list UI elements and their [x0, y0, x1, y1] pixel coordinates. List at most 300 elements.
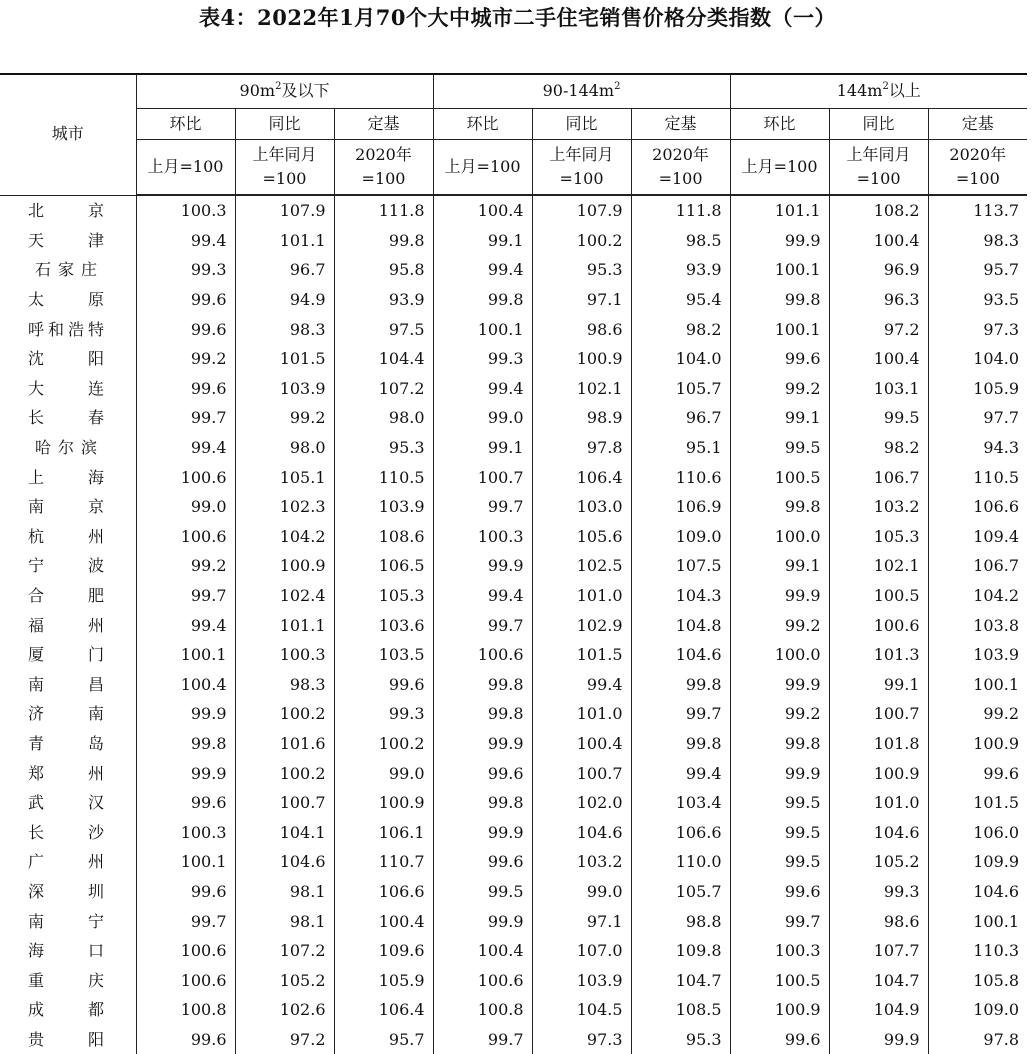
value-cell: 105.7	[631, 877, 730, 907]
value-cell: 100.1	[433, 314, 532, 344]
base-line: 2020年	[652, 145, 709, 164]
value-cell: 100.9	[235, 551, 334, 581]
value-cell: 108.6	[334, 522, 433, 552]
base-cell	[730, 140, 829, 196]
city-name: 沈 阳	[28, 349, 104, 369]
value-cell: 95.1	[631, 433, 730, 463]
value-cell: 98.8	[631, 906, 730, 936]
city-name: 合 肥	[28, 586, 104, 606]
value-cell: 95.4	[631, 285, 730, 315]
value-cell: 97.8	[532, 433, 631, 463]
value-cell: 101.8	[829, 729, 928, 759]
table-row	[0, 699, 1027, 729]
value-cell: 94.3	[928, 433, 1027, 463]
value-cell: 105.6	[532, 522, 631, 552]
value-cell: 100.3	[433, 522, 532, 552]
value-cell: 100.3	[730, 936, 829, 966]
value-cell: 100.8	[433, 995, 532, 1025]
value-cell: 99.9	[730, 226, 829, 256]
value-cell: 109.9	[928, 847, 1027, 877]
table-row	[0, 788, 1027, 818]
value-cell: 100.9	[928, 729, 1027, 759]
city-name: 重 庆	[28, 970, 104, 990]
value-cell: 110.7	[334, 847, 433, 877]
value-cell: 100.3	[136, 817, 235, 847]
value-cell: 98.3	[235, 314, 334, 344]
value-cell: 99.6	[730, 877, 829, 907]
value-cell: 100.7	[532, 758, 631, 788]
value-cell: 103.9	[235, 374, 334, 404]
value-cell: 102.1	[829, 551, 928, 581]
value-cell: 100.4	[334, 906, 433, 936]
value-cell: 101.6	[235, 729, 334, 759]
value-cell: 99.6	[433, 758, 532, 788]
value-cell: 97.8	[928, 1025, 1027, 1054]
table-title: 表4：2022年1月70个大中城市二手住宅销售价格分类指数（一）	[199, 5, 836, 30]
value-cell: 99.2	[730, 374, 829, 404]
value-cell: 100.6	[829, 610, 928, 640]
value-cell: 99.9	[730, 581, 829, 611]
value-cell: 110.3	[928, 936, 1027, 966]
value-cell: 99.6	[136, 788, 235, 818]
table-row	[0, 195, 1027, 226]
value-cell: 99.8	[631, 670, 730, 700]
value-cell: 99.1	[829, 670, 928, 700]
value-cell: 97.7	[928, 403, 1027, 433]
value-cell: 99.8	[433, 285, 532, 315]
city-cell	[0, 433, 136, 463]
value-cell: 99.6	[136, 314, 235, 344]
subheader-cell: 环比	[136, 109, 235, 140]
city-cell	[0, 995, 136, 1025]
subheader-cell: 定基	[631, 109, 730, 140]
table-row	[0, 522, 1027, 552]
value-cell: 99.6	[433, 847, 532, 877]
value-cell: 107.5	[631, 551, 730, 581]
value-cell: 100.6	[136, 965, 235, 995]
value-cell: 98.3	[928, 226, 1027, 256]
city-cell	[0, 195, 136, 226]
value-cell: 98.9	[532, 403, 631, 433]
value-cell: 99.3	[829, 877, 928, 907]
table-row	[0, 906, 1027, 936]
value-cell: 99.7	[433, 610, 532, 640]
value-cell: 100.4	[829, 226, 928, 256]
value-cell: 104.6	[532, 817, 631, 847]
value-cell: 95.3	[334, 433, 433, 463]
value-cell: 99.8	[730, 729, 829, 759]
value-cell: 97.1	[532, 285, 631, 315]
value-cell: 99.4	[136, 610, 235, 640]
value-cell: 104.6	[235, 847, 334, 877]
city-name: 成 都	[28, 1000, 104, 1020]
value-cell: 97.1	[532, 906, 631, 936]
value-cell: 107.2	[334, 374, 433, 404]
value-cell: 101.5	[235, 344, 334, 374]
city-cell	[0, 758, 136, 788]
value-cell: 104.8	[631, 610, 730, 640]
base-cell	[928, 140, 1027, 196]
table-row	[0, 936, 1027, 966]
value-cell: 99.0	[433, 403, 532, 433]
value-cell: 99.9	[433, 817, 532, 847]
value-cell: 98.3	[235, 670, 334, 700]
value-cell: 99.6	[136, 374, 235, 404]
value-cell: 107.9	[235, 195, 334, 226]
value-cell: 111.8	[631, 195, 730, 226]
value-cell: 103.4	[631, 788, 730, 818]
value-cell: 99.9	[433, 551, 532, 581]
value-cell: 104.2	[928, 581, 1027, 611]
city-name: 福 州	[28, 615, 104, 635]
value-cell: 99.2	[136, 551, 235, 581]
table-row	[0, 610, 1027, 640]
value-cell: 99.1	[730, 551, 829, 581]
value-cell: 99.7	[433, 492, 532, 522]
table-row	[0, 374, 1027, 404]
city-name: 南 京	[28, 497, 104, 517]
value-cell: 105.2	[235, 965, 334, 995]
value-cell: 99.6	[334, 670, 433, 700]
value-cell: 97.3	[532, 1025, 631, 1054]
value-cell: 104.7	[631, 965, 730, 995]
value-cell: 101.0	[829, 788, 928, 818]
value-cell: 100.1	[136, 847, 235, 877]
table-row	[0, 877, 1027, 907]
value-cell: 99.3	[433, 344, 532, 374]
value-cell: 100.2	[235, 699, 334, 729]
base-line: 上年同月	[846, 145, 911, 164]
value-cell: 100.1	[928, 670, 1027, 700]
city-name: 石 家 庄	[35, 260, 97, 280]
value-cell: 100.1	[730, 314, 829, 344]
value-cell: 99.4	[136, 433, 235, 463]
city-name: 大 连	[28, 378, 104, 398]
city-cell	[0, 522, 136, 552]
value-cell: 97.3	[928, 314, 1027, 344]
city-name: 天 津	[28, 230, 104, 250]
table-row	[0, 403, 1027, 433]
value-cell: 100.9	[730, 995, 829, 1025]
city-cell	[0, 492, 136, 522]
city-name: 青 岛	[28, 733, 104, 753]
city-cell	[0, 462, 136, 492]
value-cell: 109.0	[928, 995, 1027, 1025]
value-cell: 101.1	[235, 610, 334, 640]
value-cell: 104.3	[631, 581, 730, 611]
base-line: 上月=100	[147, 157, 224, 176]
table-row	[0, 314, 1027, 344]
table-row	[0, 817, 1027, 847]
base-line: =100	[559, 169, 604, 188]
base-line: =100	[361, 169, 406, 188]
city-cell	[0, 936, 136, 966]
city-name: 济 南	[28, 704, 104, 724]
value-cell: 100.6	[433, 640, 532, 670]
base-line: 2020年	[949, 145, 1007, 164]
value-cell: 99.5	[730, 433, 829, 463]
subheader-cell: 同比	[532, 109, 631, 140]
value-cell: 100.7	[433, 462, 532, 492]
value-cell: 97.5	[334, 314, 433, 344]
table-row	[0, 492, 1027, 522]
value-cell: 105.9	[928, 374, 1027, 404]
value-cell: 96.7	[631, 403, 730, 433]
value-cell: 98.6	[532, 314, 631, 344]
table-row	[0, 285, 1027, 315]
base-line: =100	[262, 169, 307, 188]
value-cell: 101.1	[235, 226, 334, 256]
city-name: 宁 波	[28, 556, 104, 576]
value-cell: 103.1	[829, 374, 928, 404]
value-cell: 99.7	[730, 906, 829, 936]
value-cell: 99.4	[433, 581, 532, 611]
value-cell: 96.9	[829, 255, 928, 285]
table-row	[0, 255, 1027, 285]
value-cell: 98.6	[829, 906, 928, 936]
value-cell: 100.2	[334, 729, 433, 759]
value-cell: 99.0	[334, 758, 433, 788]
base-line: 上月=100	[741, 157, 818, 176]
value-cell: 105.3	[334, 581, 433, 611]
value-cell: 99.8	[433, 670, 532, 700]
value-cell: 99.2	[730, 610, 829, 640]
value-cell: 99.3	[136, 255, 235, 285]
city-name: 郑 州	[28, 763, 104, 783]
value-cell: 99.4	[631, 758, 730, 788]
value-cell: 104.0	[928, 344, 1027, 374]
value-cell: 100.2	[235, 758, 334, 788]
value-cell: 104.4	[334, 344, 433, 374]
value-cell: 99.7	[136, 403, 235, 433]
value-cell: 99.4	[136, 226, 235, 256]
value-cell: 113.7	[928, 195, 1027, 226]
value-cell: 98.1	[235, 877, 334, 907]
value-cell: 102.0	[532, 788, 631, 818]
base-cell	[829, 140, 928, 196]
value-cell: 99.6	[136, 877, 235, 907]
table-row	[0, 995, 1027, 1025]
value-cell: 106.9	[631, 492, 730, 522]
value-cell: 99.9	[829, 1025, 928, 1054]
value-cell: 103.9	[532, 965, 631, 995]
price-index-table	[0, 74, 1027, 1054]
value-cell: 99.9	[730, 758, 829, 788]
value-cell: 99.2	[136, 344, 235, 374]
value-cell: 99.5	[433, 877, 532, 907]
value-cell: 99.8	[631, 729, 730, 759]
city-name: 太 原	[28, 290, 104, 310]
value-cell: 110.0	[631, 847, 730, 877]
value-cell: 99.8	[433, 788, 532, 818]
value-cell: 103.9	[928, 640, 1027, 670]
value-cell: 100.9	[532, 344, 631, 374]
base-line: 上年同月	[549, 145, 614, 164]
value-cell: 100.4	[532, 729, 631, 759]
city-name: 海 口	[28, 941, 104, 961]
value-cell: 106.4	[334, 995, 433, 1025]
table-row	[0, 581, 1027, 611]
value-cell: 104.5	[532, 995, 631, 1025]
value-cell: 99.5	[730, 817, 829, 847]
city-name: 杭 州	[28, 526, 104, 546]
value-cell: 99.6	[136, 1025, 235, 1054]
subheader-row	[0, 109, 1027, 140]
value-cell: 99.9	[433, 729, 532, 759]
value-cell: 102.5	[532, 551, 631, 581]
value-cell: 105.1	[235, 462, 334, 492]
city-name: 厦 门	[28, 645, 104, 665]
value-cell: 97.2	[829, 314, 928, 344]
value-cell: 99.5	[829, 403, 928, 433]
value-cell: 102.6	[235, 995, 334, 1025]
value-cell: 99.5	[730, 788, 829, 818]
subheader-cell: 环比	[730, 109, 829, 140]
value-cell: 106.6	[928, 492, 1027, 522]
subheader-cell: 定基	[928, 109, 1027, 140]
value-cell: 101.0	[532, 581, 631, 611]
city-cell	[0, 314, 136, 344]
value-cell: 100.1	[928, 906, 1027, 936]
value-cell: 99.7	[433, 1025, 532, 1054]
base-line: =100	[955, 169, 1000, 188]
value-cell: 101.0	[532, 699, 631, 729]
value-cell: 100.4	[433, 936, 532, 966]
value-cell: 104.0	[631, 344, 730, 374]
value-cell: 100.4	[433, 195, 532, 226]
table-row	[0, 965, 1027, 995]
table-row	[0, 847, 1027, 877]
value-cell: 93.9	[334, 285, 433, 315]
value-cell: 104.6	[631, 640, 730, 670]
base-cell	[631, 140, 730, 196]
value-cell: 109.4	[928, 522, 1027, 552]
base-row	[0, 140, 1027, 196]
value-cell: 104.1	[235, 817, 334, 847]
city-cell	[0, 581, 136, 611]
value-cell: 109.6	[334, 936, 433, 966]
city-cell	[0, 255, 136, 285]
value-cell: 105.8	[928, 965, 1027, 995]
value-cell: 99.9	[136, 758, 235, 788]
value-cell: 100.5	[730, 965, 829, 995]
value-cell: 105.3	[829, 522, 928, 552]
city-name: 贵 阳	[28, 1029, 104, 1049]
value-cell: 110.5	[334, 462, 433, 492]
value-cell: 106.0	[928, 817, 1027, 847]
value-cell: 99.8	[730, 492, 829, 522]
value-cell: 99.6	[928, 758, 1027, 788]
city-cell	[0, 344, 136, 374]
city-cell	[0, 670, 136, 700]
value-cell: 108.2	[829, 195, 928, 226]
value-cell: 104.7	[829, 965, 928, 995]
value-cell: 99.8	[334, 226, 433, 256]
value-cell: 100.3	[136, 195, 235, 226]
value-cell: 99.7	[631, 699, 730, 729]
city-cell	[0, 788, 136, 818]
value-cell: 100.0	[730, 522, 829, 552]
city-cell	[0, 374, 136, 404]
value-cell: 95.8	[334, 255, 433, 285]
subheader-cell: 同比	[235, 109, 334, 140]
group-header-small: $90m^2$及以下	[136, 74, 433, 109]
value-cell: 107.2	[235, 936, 334, 966]
value-cell: 99.8	[433, 699, 532, 729]
value-cell: 99.2	[928, 699, 1027, 729]
city-cell	[0, 847, 136, 877]
subheader-cell: 定基	[334, 109, 433, 140]
table-row	[0, 729, 1027, 759]
value-cell: 100.6	[136, 462, 235, 492]
table-row	[0, 640, 1027, 670]
value-cell: 96.3	[829, 285, 928, 315]
value-cell: 101.5	[532, 640, 631, 670]
value-cell: 100.1	[136, 640, 235, 670]
city-name: 广 州	[28, 852, 104, 872]
city-name: 上 海	[28, 467, 104, 487]
city-name: 呼 和 浩 特	[28, 319, 104, 339]
city-cell	[0, 699, 136, 729]
value-cell: 103.2	[829, 492, 928, 522]
value-cell: 106.7	[829, 462, 928, 492]
value-cell: 98.0	[235, 433, 334, 463]
value-cell: 95.3	[532, 255, 631, 285]
value-cell: 100.0	[730, 640, 829, 670]
city-cell	[0, 817, 136, 847]
base-cell	[532, 140, 631, 196]
city-name: 长 春	[28, 408, 104, 428]
value-cell: 106.7	[928, 551, 1027, 581]
city-name: 南 宁	[28, 911, 104, 931]
value-cell: 110.6	[631, 462, 730, 492]
value-cell: 95.7	[334, 1025, 433, 1054]
value-cell: 100.2	[532, 226, 631, 256]
table-row	[0, 226, 1027, 256]
value-cell: 109.0	[631, 522, 730, 552]
value-cell: 106.5	[334, 551, 433, 581]
subheader-cell: 环比	[433, 109, 532, 140]
value-cell: 99.1	[730, 403, 829, 433]
value-cell: 100.9	[829, 758, 928, 788]
value-cell: 99.6	[730, 344, 829, 374]
value-cell: 104.2	[235, 522, 334, 552]
base-cell	[136, 140, 235, 196]
value-cell: 99.0	[136, 492, 235, 522]
value-cell: 106.4	[532, 462, 631, 492]
value-cell: 102.1	[532, 374, 631, 404]
city-cell	[0, 729, 136, 759]
value-cell: 93.9	[631, 255, 730, 285]
value-cell: 100.6	[136, 936, 235, 966]
value-cell: 98.0	[334, 403, 433, 433]
value-cell: 100.4	[136, 670, 235, 700]
value-cell: 99.9	[136, 699, 235, 729]
value-cell: 102.4	[235, 581, 334, 611]
value-cell: 103.8	[928, 610, 1027, 640]
value-cell: 100.5	[829, 581, 928, 611]
value-cell: 104.6	[928, 877, 1027, 907]
value-cell: 101.1	[730, 195, 829, 226]
value-cell: 99.4	[433, 374, 532, 404]
value-cell: 98.5	[631, 226, 730, 256]
group-header-medium: $90-144m^2$	[433, 74, 730, 109]
city-cell	[0, 640, 136, 670]
value-cell: 100.8	[136, 995, 235, 1025]
base-line: 上年同月	[252, 145, 317, 164]
table-row	[0, 1025, 1027, 1054]
base-line: 上月=100	[444, 157, 521, 176]
